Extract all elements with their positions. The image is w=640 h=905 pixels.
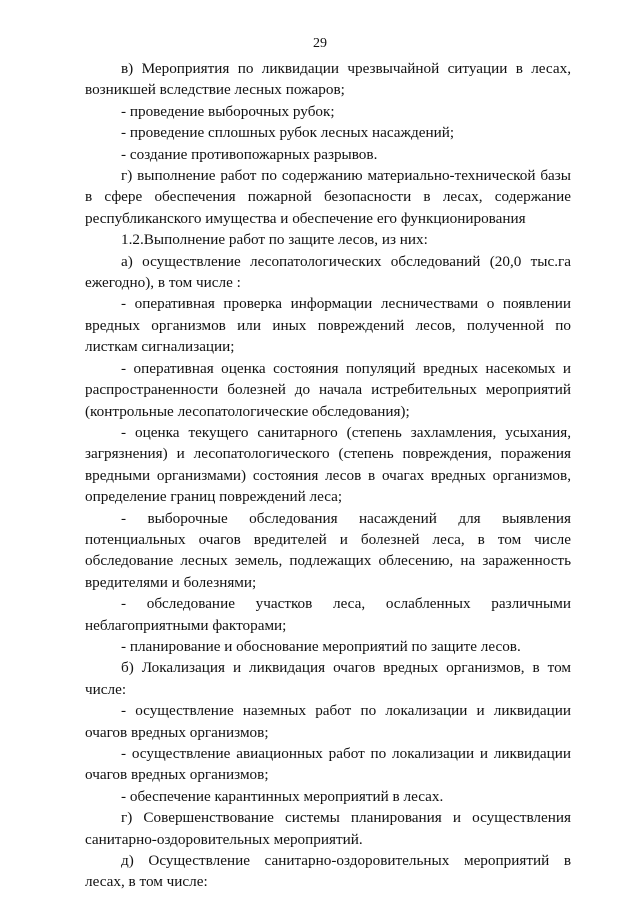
list-item-selective-felling: - проведение выборочных рубок;: [121, 102, 335, 120]
list-item-clear-felling: - проведение сплошных рубок лесных насаждений;: [121, 124, 455, 142]
paragraph-forest-protection: 1.2.Выполнение работ по защите лесов, из них:: [121, 231, 428, 249]
list-item-sanitary-assessment: - оценка текущего санитарного (степень захламления, усыхания, загрязнения) и лесопатологического (степень повреждения, поражения вредными организмами) состояния лесов в очагах вредных организмов, определение границ повреждений леса;: [85, 423, 571, 506]
paragraph-localization: б) Локализация и ликвидация очагов вредных организмов, в том числе:: [85, 659, 571, 698]
list-item-planning: - планирование и обоснование мероприятий по защите лесов.: [121, 637, 521, 655]
paragraph-material-base: г) выполнение работ по содержанию материально-технической базы в сфере обеспечения пожарной безопасности в лесах, содержание республиканского имущества и обеспечение его функционирования: [85, 167, 571, 227]
paragraph-planning-system: г) Совершенствование системы планирования и осуществления санитарно-оздоровительных мероприятий.: [85, 809, 571, 848]
list-item-firebreaks: - создание противопожарных разрывов.: [121, 145, 378, 163]
paragraph-emergency-measures: в) Мероприятия по ликвидации чрезвычайной ситуации в лесах, возникшей вследствие лесных пожаров;: [85, 60, 571, 99]
paragraph-sanitary-measures: д) Осуществление санитарно-оздоровительных мероприятий в лесах, в том числе:: [85, 852, 571, 891]
page-number: 29: [313, 36, 327, 51]
list-item-operational-check: - оперативная проверка информации лесничествами о появлении вредных организмов или иных повреждений лесов, полученной по листкам сигнализации;: [85, 295, 571, 356]
list-item-selective-surveys: - выборочные обследования насаждений для выявления потенциальных очагов вредителей и болезней леса, в том числе обследование лесных земель, подлежащих облесению, на зараженность вредителями и болезнями;: [85, 509, 571, 591]
list-item-aviation-works: - осуществление авиационных работ по локализации и ликвидации очагов вредных организмов;: [85, 745, 571, 784]
list-item-quarantine: - обеспечение карантинных мероприятий в лесах.: [121, 787, 444, 805]
list-item-weakened-plots: - обследование участков леса, ослабленных различными неблагоприятными факторами;: [85, 595, 571, 634]
document-body: [85, 58, 571, 893]
list-item-ground-works: - осуществление наземных работ по локализации и ликвидации очагов вредных организмов;: [85, 702, 571, 741]
paragraph-surveys: а) осуществление лесопатологических обследований (20,0 тыс.га ежегодно), в том числе :: [85, 252, 571, 292]
list-item-population-assessment: - оперативная оценка состояния популяций вредных насекомых и распространенности болезней до начала истребительных мероприятий (контрольные лесопатологические обследования);: [85, 359, 571, 420]
